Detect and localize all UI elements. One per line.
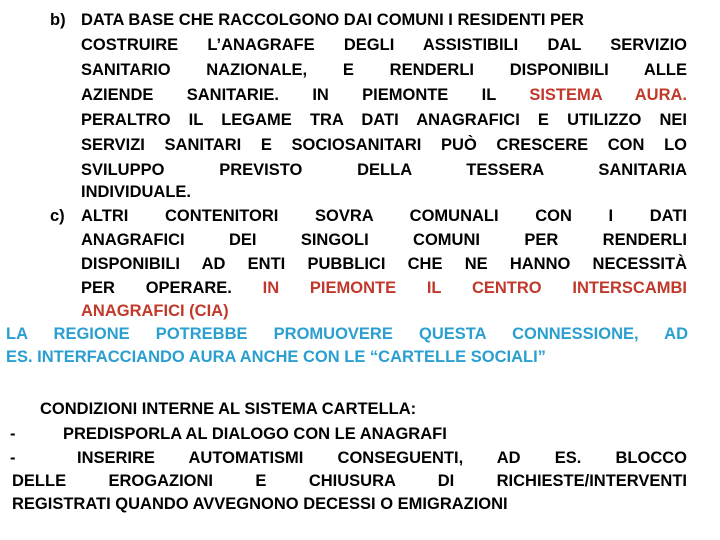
item-c-line-3: DISPONIBILI AD ENTI PUBBLICI CHE NE HANNO NECESSITÀ: [81, 255, 687, 273]
item-b-line-4-text: AZIENDE SANITARIE. IN PIEMONTE IL: [81, 86, 496, 104]
conditions-item-2-line-2: DELLE EROGAZIONI E CHIUSURA DI RICHIESTE/INTERVENTI: [12, 472, 687, 490]
list-marker-b: b): [50, 11, 66, 29]
list-marker-c: c): [50, 207, 65, 225]
item-b-line-1: DATA BASE CHE RACCOLGONO DAI COMUNI I RESIDENTI PER: [81, 11, 584, 29]
item-b-line-3: SANITARIO NAZIONALE, E RENDERLI DISPONIBILI ALLE: [81, 61, 687, 79]
sistema-aura-highlight: SISTEMA AURA.: [529, 86, 688, 104]
item-b-line-4: [81, 84, 687, 107]
conditions-title: CONDIZIONI INTERNE AL SISTEMA CARTELLA:: [40, 400, 417, 418]
dash-1: -: [10, 425, 16, 443]
conditions-item-1: PREDISPORLA AL DIALOGO CON LE ANAGRAFI: [63, 425, 447, 443]
conditions-item-2-line-1: INSERIRE AUTOMATISMI CONSEGUENTI, AD ES. BLOCCO: [77, 449, 687, 467]
cia-highlight-1: IN PIEMONTE IL CENTRO INTERSCAMBI: [262, 279, 687, 297]
item-c-line-1: ALTRI CONTENITORI SOVRA COMUNALI CON I DATI: [81, 207, 687, 225]
item-b-line-6: SERVIZI SANITARI E SOCIOSANITARI PUÒ CRESCERE CON LO: [81, 136, 687, 154]
item-c-line-4-text: PER OPERARE.: [81, 279, 232, 297]
item-b-line-7: SVILUPPO PREVISTO DELLA TESSERA SANITARIA: [81, 161, 687, 179]
region-line-2: ES. INTERFACCIANDO AURA ANCHE CON LE “CARTELLE SOCIALI”: [6, 348, 546, 366]
dash-2: -: [10, 449, 16, 467]
conditions-item-2-line-3: REGISTRATI QUANDO AVVEGNONO DECESSI O EMIGRAZIONI: [12, 495, 508, 513]
region-line-1: LA REGIONE POTREBBE PROMUOVERE QUESTA CONNESSIONE, AD: [6, 325, 688, 343]
item-c-line-2: ANAGRAFICI DEI SINGOLI COMUNI PER RENDERLI: [81, 231, 687, 249]
item-c-line-4: [81, 277, 687, 300]
item-b-line-8: INDIVIDUALE.: [81, 183, 192, 201]
item-b-line-2: COSTRUIRE L’ANAGRAFE DEGLI ASSISTIBILI DAL SERVIZIO: [81, 36, 687, 54]
cia-highlight-2: ANAGRAFICI (CIA): [81, 302, 229, 320]
item-b-line-5: PERALTRO IL LEGAME TRA DATI ANAGRAFICI E UTILIZZO NEI: [81, 111, 687, 129]
